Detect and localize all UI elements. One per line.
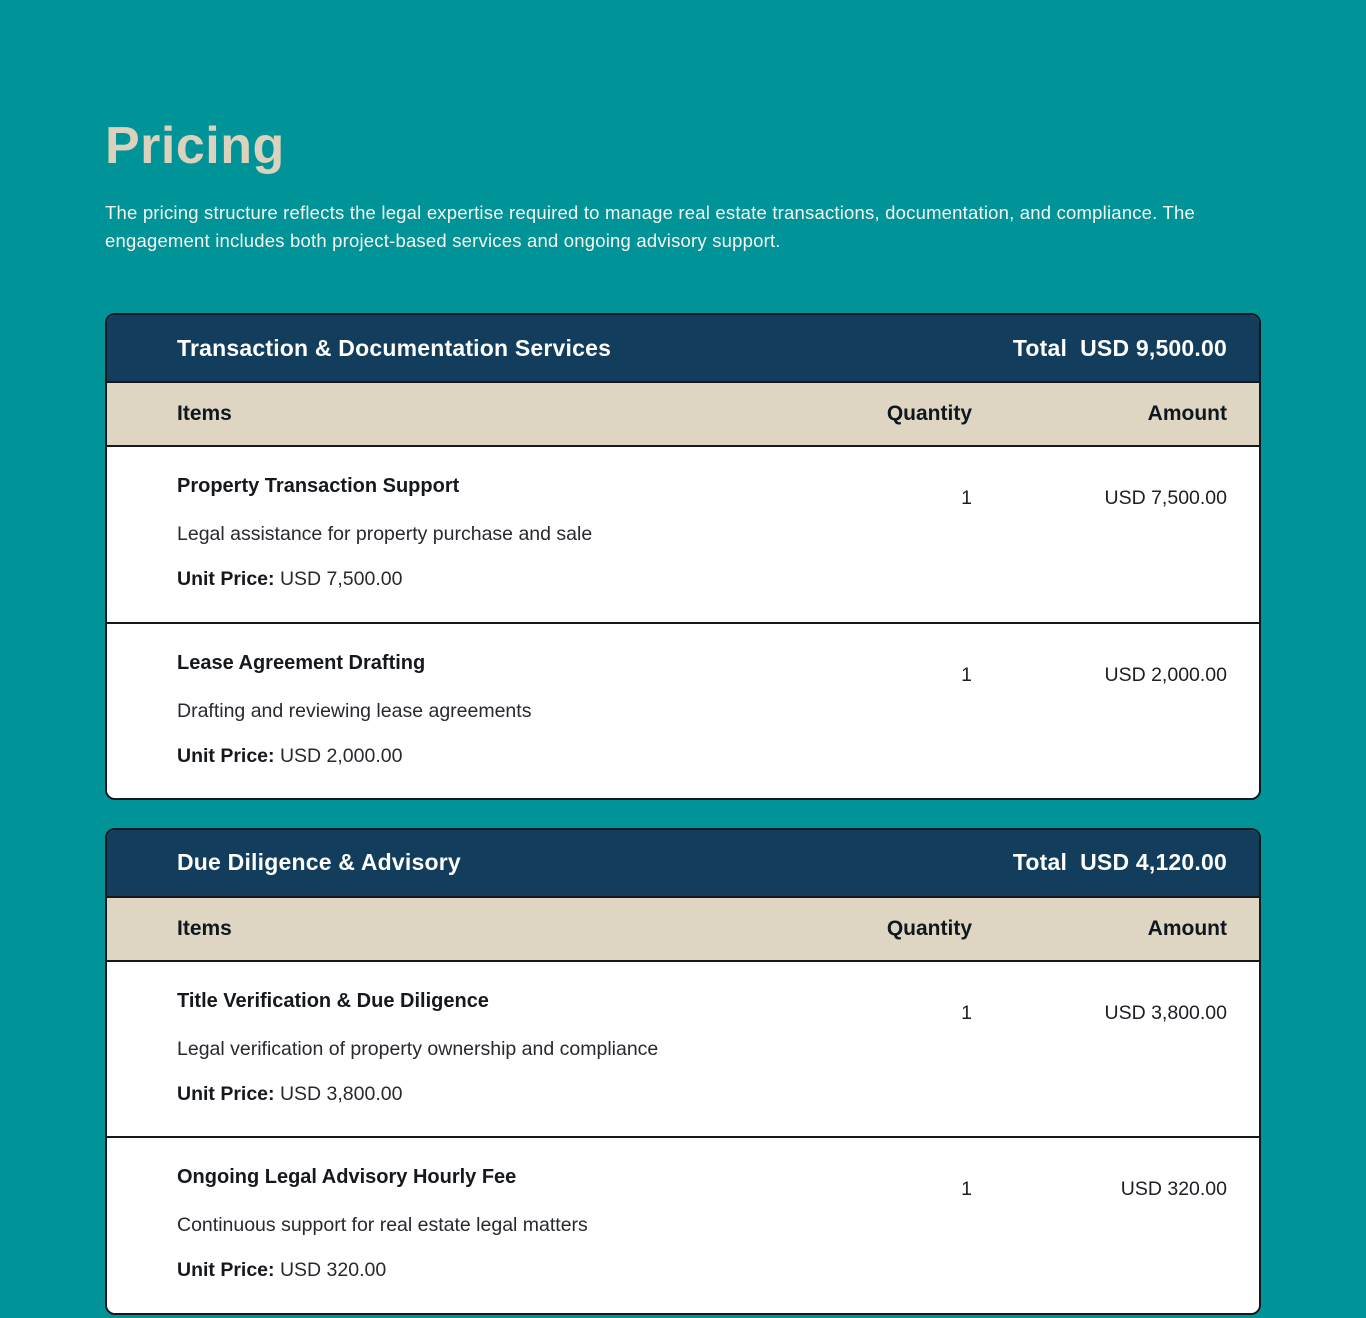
table-row	[107, 962, 1259, 1138]
total-amount: USD 4,120.00	[1080, 849, 1227, 876]
column-header-amount: Amount	[1147, 916, 1227, 940]
column-headers	[107, 896, 1259, 962]
unit-price-value: USD 3,800.00	[279, 1082, 403, 1105]
unit-price-label: Unit Price:	[177, 1082, 275, 1105]
column-header-items: Items	[177, 402, 232, 426]
column-header-quantity: Quantity	[886, 402, 972, 426]
section-header	[107, 315, 1259, 381]
item-cell	[177, 651, 792, 768]
item-cell	[177, 1165, 792, 1282]
item-amount: USD 320.00	[1120, 1178, 1227, 1201]
section-total	[1013, 335, 1227, 362]
item-quantity: 1	[961, 663, 972, 686]
item-amount: USD 3,800.00	[1104, 1001, 1227, 1024]
item-name: Lease Agreement Drafting	[177, 651, 426, 674]
unit-price-label: Unit Price:	[177, 1259, 275, 1282]
item-description: Legal verification of property ownership and compliance	[177, 1037, 659, 1060]
item-amount: USD 7,500.00	[1104, 487, 1227, 510]
unit-price-value: USD 7,500.00	[279, 568, 403, 591]
item-name: Property Transaction Support	[177, 475, 460, 498]
table-row	[107, 1138, 1259, 1312]
section-header	[107, 830, 1259, 896]
unit-price-label: Unit Price:	[177, 568, 275, 591]
column-header-items: Items	[177, 916, 232, 940]
section-rows	[107, 447, 1259, 798]
item-unit-price	[177, 1082, 792, 1106]
item-unit-price	[177, 744, 792, 768]
column-header-quantity: Quantity	[886, 916, 972, 940]
table-row	[107, 624, 1259, 798]
item-description: Legal assistance for property purchase and sale	[177, 523, 593, 546]
section-total	[1013, 849, 1227, 876]
unit-price-value: USD 2,000.00	[279, 744, 403, 767]
total-label: Total	[1012, 334, 1068, 361]
page-title: Pricing	[105, 117, 285, 175]
item-name: Ongoing Legal Advisory Hourly Fee	[177, 1166, 517, 1189]
column-headers	[107, 381, 1259, 447]
section-title: Transaction & Documentation Services	[177, 334, 612, 361]
item-unit-price	[177, 567, 792, 591]
item-name: Title Verification & Due Diligence	[177, 989, 489, 1012]
section-rows	[107, 962, 1259, 1313]
table-row	[107, 447, 1259, 623]
unit-price-value: USD 320.00	[279, 1259, 387, 1282]
item-quantity: 1	[961, 487, 972, 510]
item-description: Continuous support for real estate legal matters	[177, 1214, 588, 1237]
total-amount: USD 9,500.00	[1080, 334, 1227, 361]
item-cell	[177, 474, 792, 591]
total-label: Total	[1012, 849, 1068, 876]
pricing-sections	[105, 313, 1261, 1315]
item-unit-price	[177, 1258, 792, 1282]
pricing-section	[105, 828, 1261, 1315]
column-header-amount: Amount	[1147, 402, 1227, 426]
item-quantity: 1	[961, 1178, 972, 1201]
pricing-section	[105, 313, 1261, 800]
item-description: Drafting and reviewing lease agreements	[177, 699, 532, 722]
section-title: Due Diligence & Advisory	[177, 849, 461, 876]
page-description: The pricing structure reflects the legal expertise required to manage real estate transactions, documentation, and compliance. The engagement includes both project-based services and ongoing advisory support.	[105, 202, 1195, 252]
item-amount: USD 2,000.00	[1104, 663, 1227, 686]
item-cell	[177, 989, 792, 1106]
unit-price-label: Unit Price:	[177, 744, 275, 767]
item-quantity: 1	[961, 1001, 972, 1024]
